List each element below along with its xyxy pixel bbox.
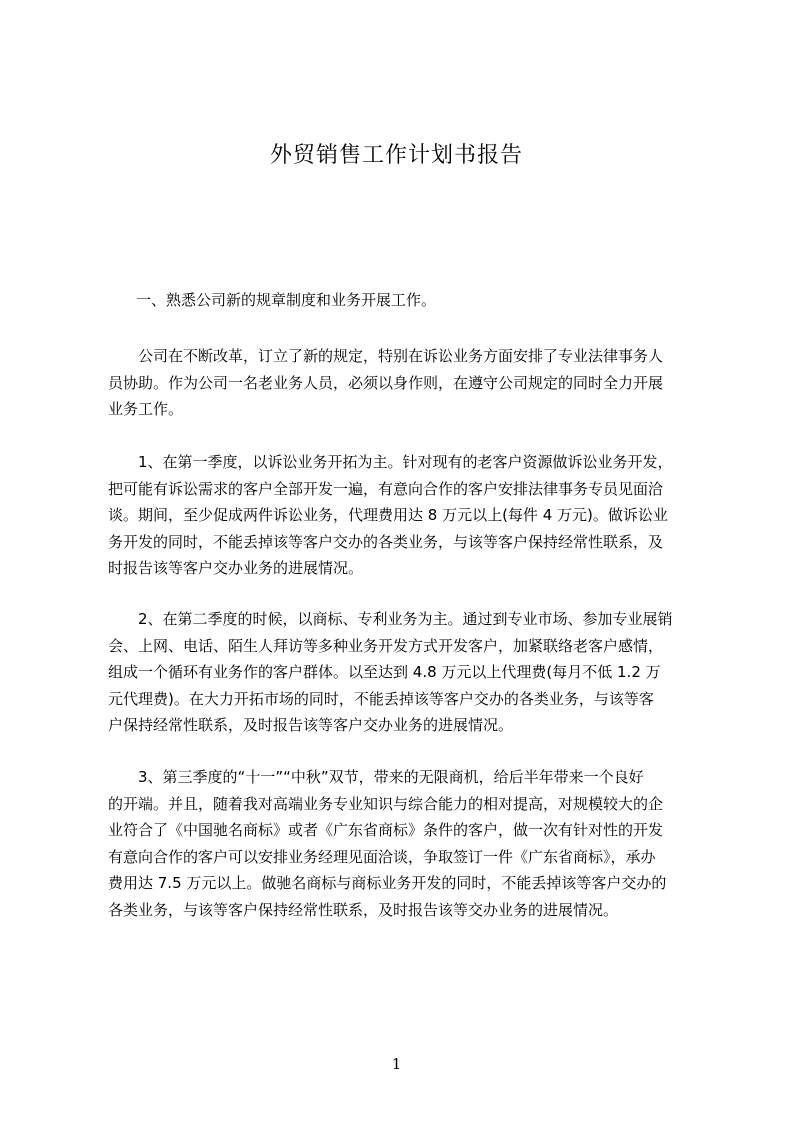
paragraph-company-reform (108, 343, 700, 423)
paragraph-line: 谈。期间，至少促成两件诉讼业务，代理费用达 8 万元以上(每件 4 万元)。做诉讼业 (108, 506, 668, 524)
section-heading: 一、熟悉公司新的规章制度和业务开展工作。 (136, 291, 437, 309)
paragraph-first-quarter (108, 449, 700, 582)
paragraph-line: 时报告该等客户交办业务的进展情况。 (108, 559, 364, 577)
paragraph-line: 务开发的同时，不能丢掉该等客户交办的各类业务，与该等客户保持经常性联系，及 (108, 532, 664, 551)
paragraph-line: 1、在第一季度，以诉讼业务开拓为主。针对现有的老客户资源做诉讼业务开发， (138, 453, 673, 471)
paragraph-line: 员协助。作为公司一名老业务人员，必须以身作则，在遵守公司规定的同时全力开展 (108, 373, 664, 392)
paragraph-second-quarter (108, 606, 700, 739)
paragraph-line: 元代理费)。在大力开拓市场的同时，不能丢掉该等客户交办的各类业务，与该等客 (108, 689, 654, 708)
paragraph-line: 户保持经常性联系，及时报告该等客户交办业务的进展情况。 (108, 716, 514, 734)
paragraph-line: 3、第三季度的“十一”“中秋”双节，带来的无限商机，给后半年带来一个良好 (138, 768, 644, 786)
paragraph-line: 各类业务，与该等客户保持经常性联系，及时报告该等交办业务的进展情况。 (108, 900, 619, 919)
document-title: 外贸销售工作计划书报告 (269, 143, 523, 168)
paragraph-line: 会、上网、电话、陌生人拜访等多种业务开发方式开发客户，加紧联络老客户感情， (108, 636, 664, 655)
paragraph-line: 的开端。并且，随着我对高端业务专业知识与综合能力的相对提高，对规模较大的企 (108, 794, 664, 813)
paragraph-line: 费用达 7.5 万元以上。做驰名商标与商标业务开发的同时，不能丢掉该等客户交办的 (108, 874, 667, 892)
paragraph-line: 有意向合作的客户可以安排业务经理见面洽谈，争取签订一件《广东省商标》，承办 (108, 847, 656, 866)
paragraph-line: 公司在不断改革，订立了新的规定，特别在诉讼业务方面安排了专业法律事务人 (138, 347, 664, 365)
paragraph-line: 组成一个循环有业务作的客户群体。以至达到 4.8 万元以上代理费(每月不低 1.2 万 (108, 663, 661, 681)
paragraph-line: 业符合了《中国驰名商标》或者《广东省商标》条件的客户，做一次有针对性的开发 (108, 821, 664, 839)
paragraph-line: 把可能有诉讼需求的客户全部开发一遍，有意向合作的客户安排法律事务专员见面洽 (108, 479, 664, 498)
paragraph-third-quarter (108, 764, 700, 923)
paragraph-line: 2、在第二季度的时候，以商标、专利业务为主。通过到专业市场、参加专业展销 (138, 610, 673, 628)
page-number: 1 (391, 1055, 402, 1073)
paragraph-line: 业务工作。 (108, 400, 184, 418)
